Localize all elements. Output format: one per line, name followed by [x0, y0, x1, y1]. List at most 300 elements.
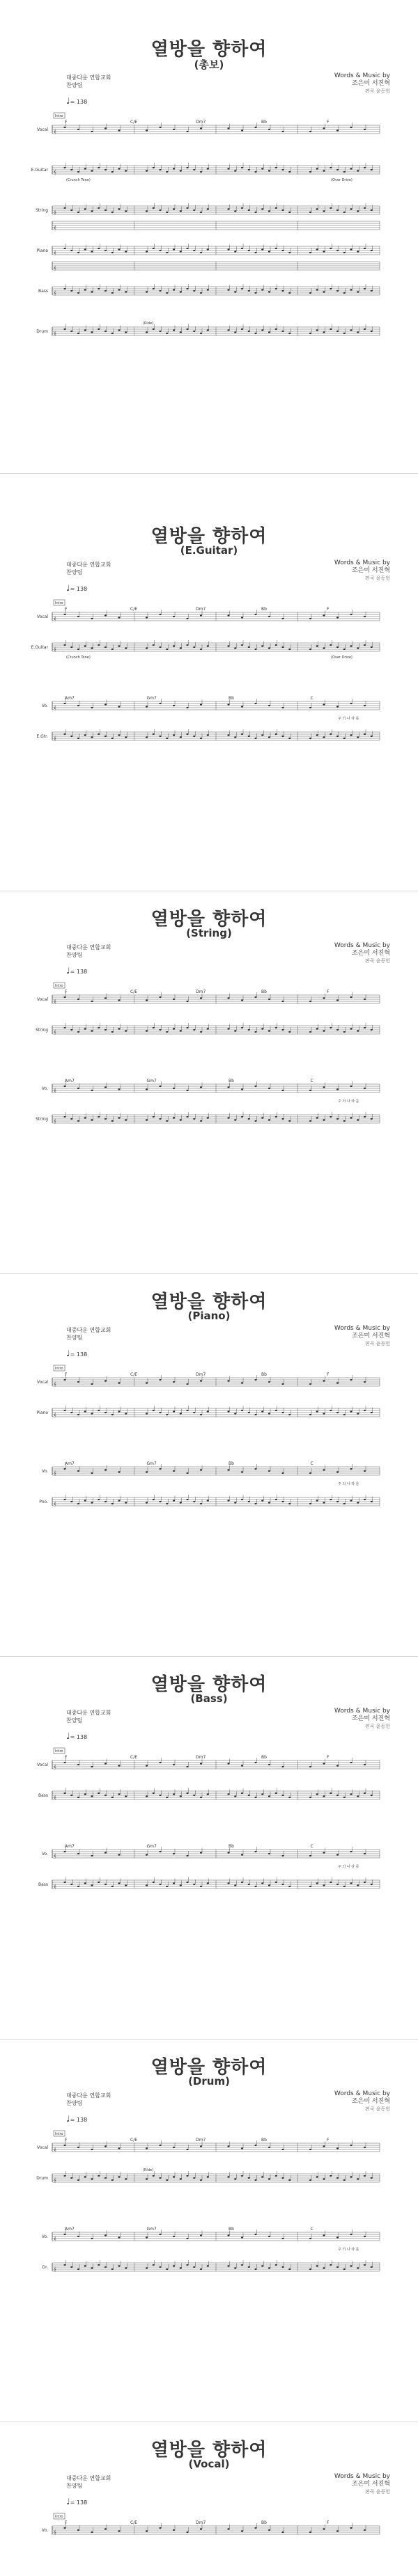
- staff: [52, 125, 380, 134]
- note-head: [125, 1119, 127, 1120]
- note-head: [173, 1500, 175, 1501]
- note-head: [364, 705, 366, 706]
- note-head: [261, 208, 263, 209]
- note-head: [77, 1764, 79, 1765]
- note-head: [336, 2530, 339, 2531]
- note-head: [323, 1413, 325, 1414]
- credit-line: Words & Music by: [334, 72, 390, 79]
- note-head: [364, 1853, 366, 1854]
- note-head: [275, 2264, 277, 2266]
- note-head: [234, 331, 236, 333]
- part-label: Vocal: [37, 614, 48, 619]
- note-head: [173, 1764, 175, 1765]
- chord-symbol: Bb: [229, 2227, 234, 2232]
- note-head: [330, 328, 332, 330]
- note-head: [227, 329, 229, 331]
- note-head: [186, 707, 188, 708]
- note-head: [173, 1410, 175, 1412]
- note-head: [281, 1472, 284, 1474]
- note-head: [91, 1502, 93, 1503]
- note-head: [180, 1119, 182, 1120]
- note-head: [254, 1503, 256, 1504]
- note-head: [118, 617, 120, 618]
- org-line: 찬양팀: [66, 1335, 83, 1341]
- note-head: [364, 733, 366, 735]
- note-head: [336, 209, 339, 211]
- org-line: 대중다운 연합교회: [66, 1327, 111, 1333]
- note-head: [166, 171, 168, 173]
- chord-symbol: F: [327, 120, 330, 125]
- note-head: [118, 2530, 120, 2531]
- note-head: [91, 1472, 93, 1474]
- tempo-value: = 138: [70, 969, 88, 975]
- part-label: E.Guitar: [31, 645, 48, 650]
- note-head: [70, 646, 72, 648]
- note-head: [159, 127, 161, 128]
- note-head: [254, 2145, 256, 2146]
- note-head: [227, 2176, 229, 2177]
- note-head: [357, 331, 359, 333]
- note-head: [70, 331, 72, 332]
- tempo-value: = 138: [70, 2117, 88, 2123]
- note-head: [323, 1502, 325, 1503]
- note-head: [77, 738, 79, 739]
- org-line: 대중다운 연합교회: [66, 562, 111, 568]
- chord-symbol: Bb: [261, 989, 267, 994]
- note-head: [118, 1854, 120, 1855]
- note-head: [268, 1502, 270, 1503]
- note-head: [254, 614, 256, 615]
- note-head: [200, 738, 202, 739]
- note-head: [241, 1471, 243, 1472]
- note-head: [275, 207, 277, 209]
- note-head: [227, 289, 229, 290]
- org-line: 찬양팀: [66, 569, 83, 575]
- note-head: [146, 2267, 148, 2268]
- score-sheet: [0, 2032, 418, 2394]
- note-head: [323, 2178, 325, 2179]
- chord-symbol: Bb: [229, 696, 234, 701]
- note-head: [77, 1414, 79, 1415]
- note-head: [186, 2238, 188, 2239]
- note-head: [268, 1413, 270, 1414]
- note-head: [364, 1088, 366, 1089]
- note-head: [330, 1410, 332, 1411]
- note-head: [343, 2179, 346, 2181]
- clef-icon: 𝄞: [54, 2267, 56, 2272]
- note-head: [241, 2264, 243, 2266]
- note-head: [63, 1792, 65, 1794]
- note-head: [104, 997, 107, 999]
- note-head: [104, 331, 107, 332]
- chord-symbol: F: [327, 607, 330, 612]
- note-head: [200, 1763, 202, 1764]
- part-label: String: [36, 1028, 48, 1033]
- note-head: [357, 1119, 359, 1120]
- chord-symbol: C: [310, 1461, 314, 1466]
- note-head: [261, 2176, 263, 2177]
- note-head: [227, 2528, 229, 2529]
- note-head: [281, 1412, 284, 1413]
- note-head: [281, 1383, 284, 1385]
- note-head: [63, 703, 65, 704]
- chord-symbol: Dm7: [196, 607, 206, 612]
- note-head: [77, 1120, 79, 1122]
- note-head: [180, 170, 182, 171]
- credit-line: 조은미 서진혁: [351, 950, 390, 957]
- note-head: [104, 1852, 107, 1853]
- note-head: [91, 1855, 93, 1857]
- note-head: [118, 1471, 120, 1472]
- note-head: [200, 127, 202, 129]
- note-head: [125, 2178, 127, 2179]
- note-head: [350, 2527, 352, 2529]
- note-head: [323, 210, 325, 212]
- note-head: [186, 1027, 188, 1028]
- note-head: [336, 1854, 339, 1855]
- note-head: [159, 1412, 161, 1413]
- clef-icon: 𝄞: [54, 1795, 56, 1800]
- note-head: [63, 1410, 65, 1411]
- note-head: [268, 647, 270, 649]
- note-head: [84, 645, 86, 646]
- note-head: [104, 1884, 107, 1885]
- note-head: [254, 1762, 256, 1763]
- note-head: [268, 1795, 270, 1797]
- staff: [52, 701, 380, 710]
- lyrics: 주 의 나 라 를: [338, 2248, 359, 2252]
- quarter-note-icon: ♩: [66, 583, 70, 593]
- note-head: [77, 1503, 79, 1504]
- note-head: [241, 1765, 243, 1766]
- note-head: [350, 734, 352, 736]
- note-head: [180, 1413, 182, 1414]
- note-head: [193, 331, 195, 332]
- note-head: [227, 2234, 229, 2236]
- part-label: Drum: [36, 2176, 48, 2181]
- note-head: [336, 1088, 339, 1090]
- note-head: [241, 2530, 243, 2531]
- note-head: [159, 1468, 161, 1470]
- tone-annotation: (Over Drive): [331, 655, 353, 660]
- note-head: [336, 169, 339, 170]
- note-head: [91, 1001, 93, 1002]
- note-head: [336, 2177, 339, 2179]
- note-head: [186, 1855, 188, 1857]
- clef-icon: 𝄞: [54, 1382, 56, 1387]
- note-head: [309, 1797, 311, 1798]
- note-head: [241, 1116, 243, 1118]
- staff: [52, 1467, 380, 1476]
- note-head: [343, 1886, 346, 1887]
- note-head: [186, 2149, 188, 2150]
- tempo-marking: [66, 966, 87, 976]
- part-label: Vocal: [37, 997, 48, 1002]
- tone-annotation: (Over Drive): [331, 178, 353, 182]
- note-head: [146, 2178, 148, 2179]
- score-systems: [0, 1745, 418, 2004]
- note-head: [336, 1884, 339, 1885]
- quarter-note-icon: ♩: [66, 2497, 70, 2506]
- note-head: [268, 999, 270, 1000]
- organization: [66, 1709, 111, 1724]
- note-head: [193, 1501, 195, 1502]
- score-systems: [0, 2128, 418, 2387]
- note-head: [63, 2527, 65, 2529]
- rehearsal-mark: [54, 2513, 65, 2519]
- note-head: [323, 1884, 325, 1886]
- note-head: [323, 2145, 325, 2147]
- note-head: [254, 292, 256, 294]
- note-head: [118, 208, 120, 209]
- note-head: [227, 127, 229, 129]
- note-head: [268, 251, 270, 252]
- note-head: [200, 997, 202, 999]
- note-head: [146, 706, 148, 707]
- note-head: [118, 2147, 120, 2149]
- note-head: [153, 733, 155, 735]
- credit-line: Words & Music by: [334, 559, 390, 566]
- note-head: [336, 129, 339, 131]
- note-head: [350, 996, 352, 998]
- note-head: [323, 291, 325, 292]
- note-head: [207, 645, 209, 646]
- note-head: [166, 1414, 168, 1415]
- note-head: [309, 2268, 311, 2270]
- note-head: [173, 2176, 175, 2177]
- note-head: [364, 207, 366, 209]
- note-head: [268, 1119, 270, 1120]
- note-head: [104, 646, 107, 648]
- note-head: [146, 210, 148, 212]
- note-head: [350, 1851, 352, 1852]
- note-head: [316, 1793, 318, 1795]
- sheet-subtitle: (Piano): [187, 1310, 231, 1322]
- sheet-subtitle: (총보): [194, 58, 224, 71]
- chord-symbol: C/E: [130, 120, 138, 125]
- rehearsal-label: Intro: [55, 2515, 63, 2519]
- clef-icon: 𝄞: [54, 736, 56, 741]
- note-head: [343, 252, 346, 253]
- note-head: [364, 2529, 366, 2531]
- note-head: [371, 2177, 373, 2179]
- note-head: [125, 291, 127, 292]
- note-head: [336, 736, 339, 737]
- note-head: [200, 1503, 202, 1504]
- note-head: [323, 1380, 325, 1381]
- note-head: [261, 329, 263, 331]
- score-systems: [0, 980, 418, 1239]
- note-head: [186, 288, 188, 289]
- note-head: [261, 1882, 263, 1884]
- note-head: [91, 2238, 93, 2239]
- note-head: [316, 208, 318, 209]
- note-head: [234, 1030, 236, 1031]
- note-head: [268, 1030, 270, 1031]
- note-head: [146, 1795, 148, 1797]
- sheet-subtitle: (Vocal): [188, 2458, 230, 2470]
- note-head: [200, 649, 202, 650]
- note-head: [125, 170, 127, 171]
- note-head: [91, 2149, 93, 2150]
- tone-annotation: (Crunch Tone): [66, 655, 91, 660]
- note-head: [77, 1470, 79, 1472]
- note-head: [146, 1765, 148, 1766]
- note-head: [316, 289, 318, 290]
- note-head: [180, 210, 182, 212]
- note-head: [234, 1502, 236, 1503]
- note-head: [234, 1884, 236, 1886]
- note-head: [261, 1410, 263, 1412]
- note-head: [146, 2530, 148, 2531]
- note-head: [118, 2236, 120, 2238]
- note-head: [336, 1382, 339, 1383]
- note-head: [98, 2175, 100, 2177]
- note-head: [364, 2175, 366, 2177]
- note-head: [111, 1120, 114, 1122]
- note-head: [323, 170, 325, 171]
- note-head: [248, 250, 250, 251]
- note-head: [275, 288, 277, 289]
- note-head: [227, 168, 229, 169]
- note-head: [350, 1379, 352, 1381]
- note-head: [281, 1118, 284, 1120]
- score-sheet: [0, 1649, 418, 2011]
- note-head: [180, 736, 182, 738]
- note-head: [159, 614, 161, 615]
- note-head: [323, 1852, 325, 1853]
- note-head: [323, 1763, 325, 1764]
- note-head: [350, 2265, 352, 2266]
- note-head: [227, 734, 229, 736]
- note-head: [153, 248, 155, 249]
- note-head: [146, 2147, 148, 2149]
- note-head: [146, 331, 148, 333]
- note-head: [104, 736, 107, 737]
- note-head: [118, 1382, 120, 1383]
- note-head: [146, 1502, 148, 1503]
- note-head: [227, 1380, 229, 1381]
- note-head: [166, 2179, 168, 2181]
- note-head: [350, 614, 352, 615]
- note-head: [254, 1414, 256, 1415]
- clef-icon: 𝄞: [54, 331, 56, 336]
- note-head: [227, 248, 229, 250]
- note-head: [350, 2176, 352, 2177]
- chord-symbol: Am7: [65, 1079, 75, 1083]
- note-head: [180, 2267, 182, 2268]
- note-head: [364, 616, 366, 617]
- note-head: [70, 1412, 72, 1413]
- org-line: 대중다운 연합교회: [66, 2092, 111, 2099]
- note-head: [166, 292, 168, 294]
- note-head: [309, 1503, 311, 1504]
- part-label: Bass: [38, 1882, 48, 1887]
- note-head: [336, 290, 339, 292]
- part-label: Bass: [38, 1793, 48, 1798]
- note-head: [193, 1795, 195, 1796]
- note-head: [281, 1855, 284, 1857]
- part-label: Vo.: [41, 1086, 48, 1091]
- part-label: Vo.: [41, 2234, 48, 2239]
- drum-annotation: (Ride): [143, 321, 154, 326]
- sheet-title: 열방을 향하여: [150, 1291, 268, 1312]
- note-head: [207, 329, 209, 331]
- note-head: [153, 288, 155, 289]
- note-head: [91, 1766, 93, 1767]
- note-head: [111, 1503, 114, 1504]
- note-head: [186, 207, 188, 209]
- staff: [52, 612, 380, 621]
- note-head: [63, 1468, 65, 1470]
- note-head: [186, 1410, 188, 1411]
- staff: [52, 1760, 380, 1770]
- note-head: [207, 1410, 209, 1412]
- note-head: [63, 127, 65, 128]
- note-head: [309, 1855, 311, 1857]
- staff: [52, 2232, 380, 2241]
- chord-symbol: Am7: [65, 2227, 75, 2232]
- note-head: [63, 2145, 65, 2146]
- note-head: [77, 333, 79, 334]
- note-head: [281, 707, 284, 708]
- note-head: [118, 734, 120, 736]
- note-head: [309, 1414, 311, 1415]
- note-head: [159, 2527, 161, 2529]
- credits: [307, 72, 390, 95]
- note-head: [207, 1882, 209, 1884]
- note-head: [98, 1792, 100, 1794]
- credit-line: Words & Music by: [334, 2090, 390, 2097]
- note-head: [268, 331, 270, 333]
- note-head: [207, 208, 209, 209]
- rehearsal-mark: [54, 113, 65, 118]
- note-head: [146, 1471, 148, 1472]
- note-head: [186, 1383, 188, 1385]
- chord-symbol: Gm7: [146, 1079, 157, 1083]
- note-head: [104, 2145, 107, 2147]
- quarter-note-icon: ♩: [66, 1349, 70, 1358]
- note-head: [193, 1412, 195, 1413]
- note-head: [207, 2265, 209, 2266]
- org-line: 대중다운 연합교회: [66, 944, 111, 951]
- note-head: [357, 2267, 359, 2268]
- note-head: [146, 999, 148, 1001]
- note-head: [254, 1851, 256, 1852]
- note-head: [357, 1030, 359, 1031]
- note-head: [275, 1116, 277, 1118]
- chord-symbol: F: [65, 2138, 68, 2142]
- note-head: [316, 2265, 318, 2266]
- note-head: [111, 2268, 114, 2270]
- clef-icon: 𝄞: [54, 225, 56, 230]
- chord-symbol: C/E: [130, 989, 138, 994]
- chord-symbol: Bb: [229, 1844, 234, 1849]
- note-head: [200, 1886, 202, 1887]
- note-head: [104, 614, 107, 616]
- organization: [66, 1326, 111, 1342]
- note-head: [350, 1793, 352, 1795]
- chord-symbol: F: [65, 607, 68, 612]
- note-head: [357, 647, 359, 649]
- note-head: [193, 1884, 195, 1885]
- note-head: [146, 1413, 148, 1414]
- note-head: [254, 1886, 256, 1887]
- note-head: [364, 1764, 366, 1765]
- note-head: [118, 248, 120, 250]
- note-head: [91, 331, 93, 333]
- note-head: [254, 996, 256, 998]
